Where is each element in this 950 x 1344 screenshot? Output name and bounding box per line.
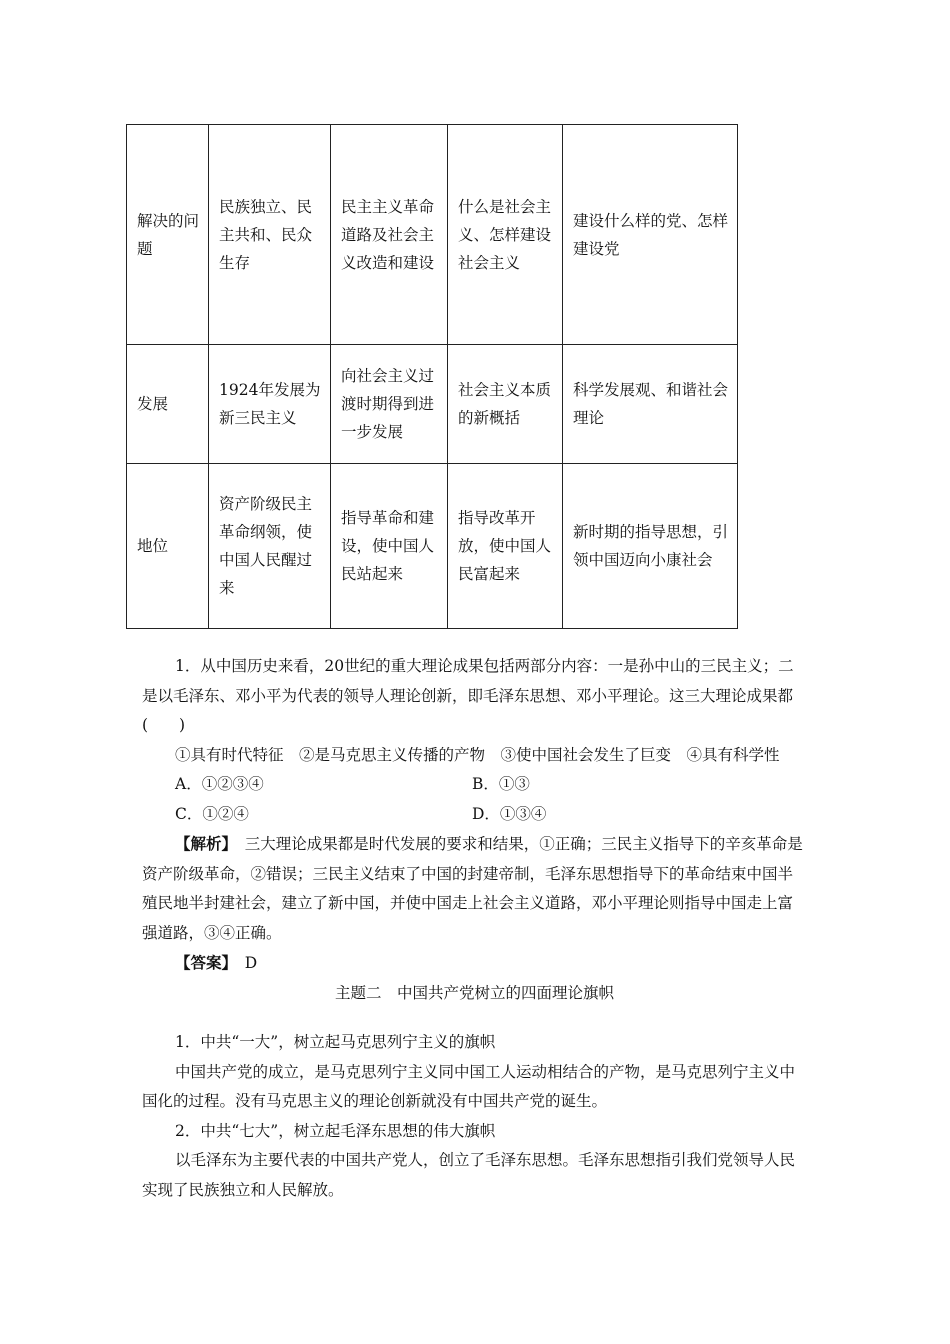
question-stem: 1．从中国历史来看，20世纪的重大理论成果包括两部分内容：一是孙中山的三民主义；二是以毛泽东、邓小平为代表的领导人理论创新，即毛泽东思想、邓小平理论。这三大理论成果都( )	[142, 657, 794, 734]
answer-paragraph	[142, 948, 807, 979]
item1-text: 中国共产党的成立，是马克思列宁主义同中国工人运动相结合的产物，是马克思列宁主义中国化的过程。没有马克思主义的理论创新就没有中国共产党的诞生。	[142, 1062, 796, 1110]
answer-text: D	[229, 954, 258, 972]
table-row	[127, 125, 738, 345]
option-c: C．①②④	[175, 804, 249, 823]
analysis-label: 【解析】	[175, 834, 230, 853]
table-cell: 向社会主义过渡时期得到进一步发展	[331, 345, 448, 464]
option-a: A．①②③④	[175, 775, 264, 793]
options-row	[142, 800, 807, 830]
table-cell: 建设什么样的党、怎样建设党	[563, 125, 738, 345]
table-cell: 资产阶级民主革命纲领，使中国人民醒过来	[209, 464, 331, 629]
table-cell: 社会主义本质的新概括	[448, 345, 563, 464]
table-cell: 科学发展观、和谐社会理论	[563, 345, 738, 464]
row-header: 解决的问题	[127, 125, 209, 345]
item1-title: 1．中共“一大”，树立起马克思列宁主义的旗帜	[175, 1033, 496, 1051]
table-row	[127, 464, 738, 629]
table-cell: 民族独立、民主共和、民众生存	[209, 125, 331, 345]
section-heading: 主题二 中国共产党树立的四面理论旗帜	[334, 983, 614, 1002]
table-row	[127, 345, 738, 464]
table-cell: 民主主义革命道路及社会主义改造和建设	[331, 125, 448, 345]
row-header: 发展	[127, 345, 209, 464]
table-cell: 1924年发展为新三民主义	[209, 345, 331, 464]
options-row	[142, 770, 807, 800]
item2-title: 2．中共“七大”，树立起毛泽东思想的伟大旗帜	[175, 1121, 496, 1140]
answer-label: 【答案】	[175, 953, 230, 972]
option-b: B．①③	[472, 775, 530, 793]
document-body	[142, 652, 807, 1205]
option-d: D．①③④	[472, 804, 547, 823]
table-cell: 新时期的指导思想，引领中国迈向小康社会	[563, 464, 738, 629]
row-header: 地位	[127, 464, 209, 629]
item2-text: 以毛泽东为主要代表的中国共产党人，创立了毛泽东思想。毛泽东思想指引我们党领导人民实现了民族独立和人民解放。	[142, 1151, 796, 1199]
comparison-table	[126, 124, 738, 629]
table-cell: 什么是社会主义、怎样建设社会主义	[448, 125, 563, 345]
question-statements: ①具有时代特征 ②是马克思主义传播的产物 ③使中国社会发生了巨变 ④具有科学性	[175, 745, 780, 764]
table-cell: 指导革命和建设，使中国人民站起来	[331, 464, 448, 629]
analysis-text: 三大理论成果都是时代发展的要求和结果，①正确；三民主义指导下的辛亥革命是资产阶级革命，②错误；三民主义结束了中国的封建帝制，毛泽东思想指导下的革命结束中国半殖民地半封建社会，建立了新中国，并使中国走上社会主义道路，邓小平理论则指导中国走上富强道路，③④正确。	[142, 835, 803, 942]
analysis-paragraph	[142, 829, 807, 948]
table-cell: 指导改革开放，使中国人民富起来	[448, 464, 563, 629]
